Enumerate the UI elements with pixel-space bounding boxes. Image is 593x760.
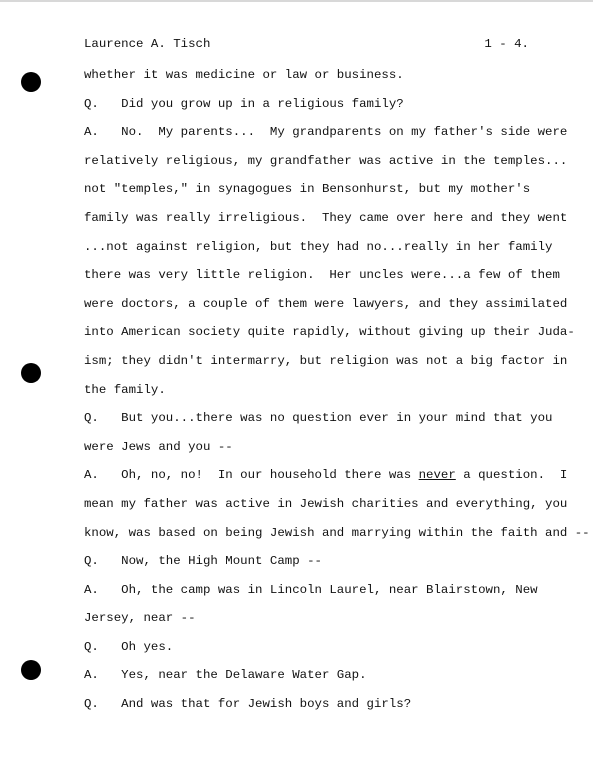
line-text: there was very little religion. Her uncles were...a few of them xyxy=(84,268,560,283)
punch-hole-middle xyxy=(21,363,41,383)
line-text: A. Oh, no, no! In our household there was xyxy=(84,468,419,483)
underlined-word: never xyxy=(418,468,456,483)
transcript-line xyxy=(84,151,584,180)
line-text: Q. Oh yes. xyxy=(84,639,174,654)
line-text: Jersey, near -- xyxy=(84,611,196,626)
page-top-edge xyxy=(0,0,593,2)
transcript-line xyxy=(84,437,584,466)
line-text: ...not against religion, but they had no...really in her family xyxy=(84,239,553,254)
line-text: know, was based on being Jewish and marrying within the faith and -- xyxy=(84,525,590,540)
transcript-line xyxy=(84,608,584,637)
line-text: A. No. My parents... My grandparents on my father's side were xyxy=(84,125,568,140)
line-text: ism; they didn't intermarry, but religion was not a big factor in xyxy=(84,353,568,368)
transcript-line xyxy=(84,408,584,437)
line-text: mean my father was active in Jewish charities and everything, you xyxy=(84,496,568,511)
transcript-line xyxy=(84,122,584,151)
transcript-line xyxy=(84,380,584,409)
transcript-line xyxy=(84,65,584,94)
transcript-line xyxy=(84,351,584,380)
transcript-line xyxy=(84,523,590,552)
transcript-line xyxy=(84,237,584,266)
page-header xyxy=(84,37,529,57)
transcript-line xyxy=(84,637,584,666)
line-text: Q. Did you grow up in a religious family? xyxy=(84,96,404,111)
transcript-line xyxy=(84,694,584,723)
interviewee-name: Laurence A. Tisch xyxy=(84,37,211,51)
line-text: were Jews and you -- xyxy=(84,439,233,454)
transcript-line xyxy=(84,665,584,694)
line-text: not "temples," in synagogues in Bensonhurst, but my mother's xyxy=(84,182,531,197)
line-text: the family. xyxy=(84,382,166,397)
line-text: whether it was medicine or law or business. xyxy=(84,68,404,82)
line-text: relatively religious, my grandfather was active in the temples... xyxy=(84,153,568,168)
line-text: Q. Now, the High Mount Camp -- xyxy=(84,554,322,569)
punch-hole-bottom xyxy=(21,660,41,680)
transcript-line xyxy=(84,494,584,523)
page-number: 1 - 4. xyxy=(484,37,529,51)
line-text: were doctors, a couple of them were lawyers, and they assimilated xyxy=(84,296,568,311)
line-text: Q. But you...there was no question ever in your mind that you xyxy=(84,411,553,426)
transcript-line xyxy=(84,294,584,323)
transcript-line xyxy=(84,179,584,208)
transcript-line xyxy=(84,580,584,609)
transcript-line xyxy=(84,208,584,237)
line-text: family was really irreligious. They came over here and they went xyxy=(84,210,568,225)
punch-hole-top xyxy=(21,72,41,92)
line-text: into American society quite rapidly, without giving up their Juda- xyxy=(84,325,575,340)
transcript-line xyxy=(84,94,584,123)
line-text: Q. And was that for Jewish boys and girls? xyxy=(84,697,412,712)
line-text: A. Oh, the camp was in Lincoln Laurel, near Blairstown, New xyxy=(84,582,538,597)
transcript-line xyxy=(84,551,584,580)
line-text: a question. I xyxy=(455,468,568,483)
transcript-line xyxy=(84,322,584,351)
line-text: A. Yes, near the Delaware Water Gap. xyxy=(84,668,367,683)
transcript-line xyxy=(84,265,584,294)
transcript-body xyxy=(84,65,590,723)
transcript-line xyxy=(84,465,584,494)
